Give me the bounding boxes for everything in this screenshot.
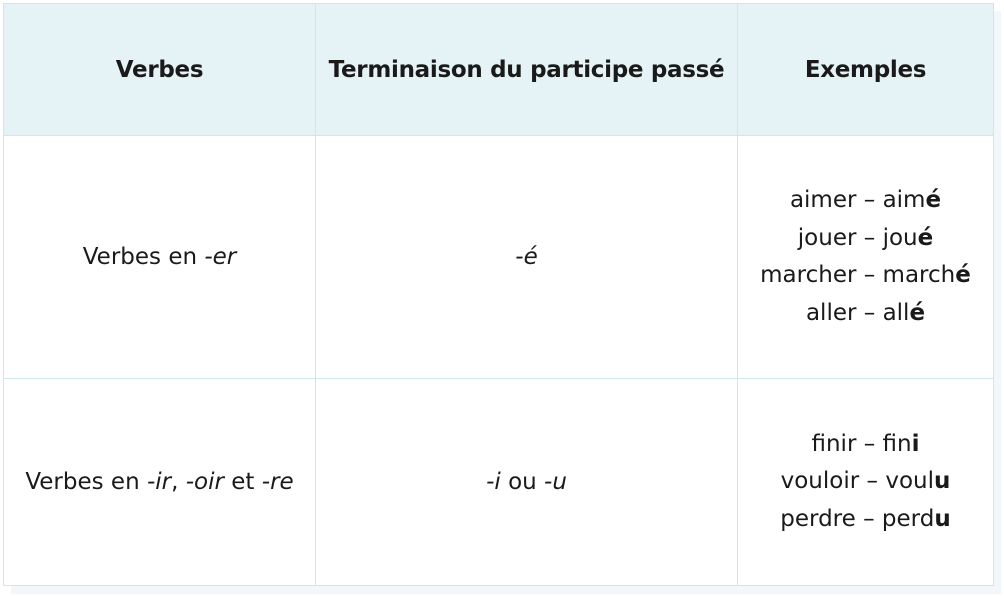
participle-ending-cell — [316, 379, 738, 586]
example-stem: jou — [882, 224, 918, 251]
verb-group-ending-1: -ir — [146, 469, 172, 495]
example-dash: – — [859, 468, 886, 495]
example-stem: all — [882, 299, 910, 326]
example-line — [744, 463, 987, 501]
example-stem: aim — [882, 187, 926, 213]
example-line — [744, 182, 987, 220]
example-ending: é — [925, 187, 942, 213]
verb-group-ending-2: -oir — [185, 469, 224, 495]
example-dash: – — [856, 187, 883, 213]
example-dash: – — [856, 262, 883, 288]
example-infinitive: jouer — [797, 224, 857, 251]
table-row — [4, 379, 994, 586]
example-ending: u — [933, 468, 951, 495]
example-line — [744, 426, 987, 464]
example-infinitive: finir — [811, 430, 857, 457]
verb-group-prefix: Verbes en — [25, 469, 147, 495]
example-infinitive: vouloir — [780, 468, 860, 495]
example-ending: i — [911, 430, 920, 457]
example-dash: – — [856, 224, 883, 251]
table-header-row — [4, 4, 994, 136]
example-dash: – — [856, 299, 883, 326]
example-line — [744, 501, 987, 539]
table-row — [4, 136, 994, 379]
verb-group-prefix: Verbes en — [82, 244, 205, 270]
participle-ending-1: -é — [515, 244, 538, 270]
example-ending: é — [955, 262, 971, 288]
header-ending: Terminaison du participe passé — [316, 4, 738, 136]
example-stem: voul — [885, 468, 934, 495]
example-dash: – — [856, 430, 883, 457]
header-verbs: Verbes — [4, 4, 316, 136]
example-line — [744, 295, 987, 333]
verb-group-cell — [4, 379, 316, 586]
header-examples: Exemples — [738, 4, 994, 136]
examples-cell — [738, 379, 994, 586]
verb-group-separator-1: , — [171, 469, 186, 495]
past-participle-table — [3, 3, 994, 586]
example-stem: perd — [881, 505, 935, 532]
example-stem: march — [882, 262, 956, 288]
participle-ending-separator: ou — [500, 469, 545, 495]
participle-ending-1: -i — [486, 469, 501, 495]
example-stem: fin — [882, 430, 912, 457]
conjugation-table-container — [3, 3, 993, 586]
example-ending: é — [917, 224, 934, 251]
example-infinitive: aller — [805, 299, 857, 326]
example-infinitive: perdre — [780, 505, 856, 532]
example-infinitive: marcher — [760, 262, 857, 288]
example-line — [744, 257, 987, 295]
verb-group-ending-3: -re — [261, 469, 294, 495]
verb-group-ending-1: -er — [204, 244, 237, 270]
example-ending: é — [909, 299, 926, 326]
example-infinitive: aimer — [789, 187, 857, 213]
examples-cell — [738, 136, 994, 379]
verb-group-separator-2: et — [223, 469, 262, 495]
participle-ending-cell — [316, 136, 738, 379]
example-ending: u — [934, 505, 951, 532]
example-line — [744, 220, 987, 258]
participle-ending-2: -u — [544, 469, 567, 495]
verb-group-cell — [4, 136, 316, 379]
example-dash: – — [855, 505, 882, 532]
